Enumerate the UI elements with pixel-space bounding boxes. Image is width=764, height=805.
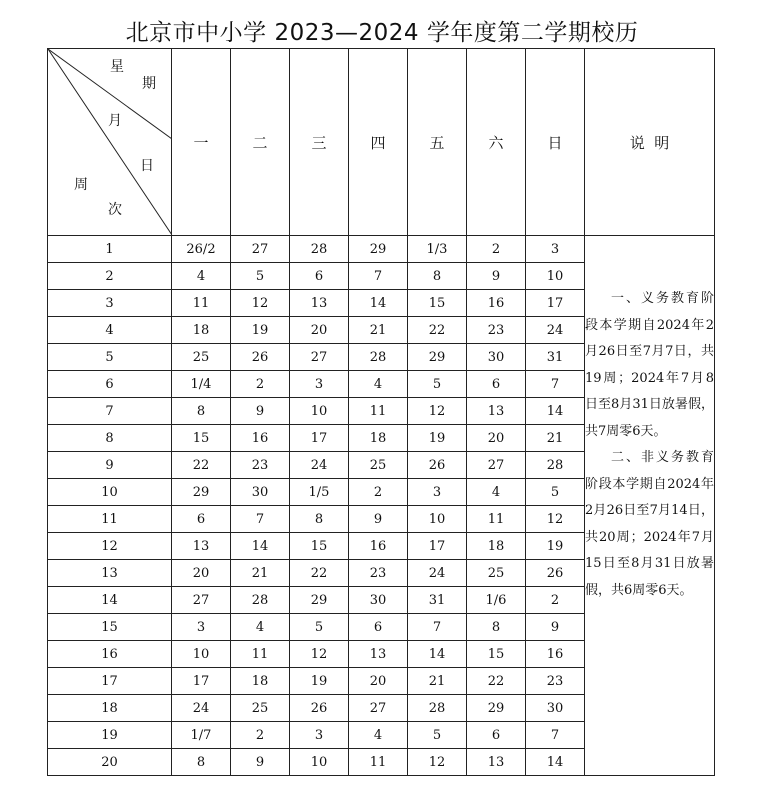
weekday-wed: 三 bbox=[290, 49, 349, 236]
date-cell: 6 bbox=[290, 263, 349, 290]
date-cell: 7 bbox=[408, 614, 467, 641]
week-number-cell: 16 bbox=[48, 641, 172, 668]
weekday-mon: 一 bbox=[172, 49, 231, 236]
date-cell: 27 bbox=[349, 695, 408, 722]
date-cell: 12 bbox=[408, 398, 467, 425]
week-number-cell: 8 bbox=[48, 425, 172, 452]
week-number-cell: 20 bbox=[48, 749, 172, 776]
date-cell: 22 bbox=[290, 560, 349, 587]
date-cell: 28 bbox=[349, 344, 408, 371]
date-cell: 3 bbox=[408, 479, 467, 506]
note-paragraph: 二、非义务教育阶段本学期自2024年2月26日至7月14日，共20周；2024年7月15日至8月31日放暑假，共6周零6天。 bbox=[585, 450, 714, 598]
date-cell: 4 bbox=[231, 614, 290, 641]
header-row bbox=[48, 49, 715, 236]
date-cell: 8 bbox=[172, 398, 231, 425]
date-cell: 18 bbox=[467, 533, 526, 560]
date-cell: 6 bbox=[349, 614, 408, 641]
date-cell: 1/7 bbox=[172, 722, 231, 749]
date-cell: 17 bbox=[172, 668, 231, 695]
weekday-thu: 四 bbox=[349, 49, 408, 236]
date-cell: 19 bbox=[526, 533, 585, 560]
date-cell: 10 bbox=[290, 398, 349, 425]
date-cell: 4 bbox=[349, 722, 408, 749]
date-cell: 16 bbox=[467, 290, 526, 317]
week-number-cell: 5 bbox=[48, 344, 172, 371]
date-cell: 28 bbox=[526, 452, 585, 479]
date-cell: 3 bbox=[172, 614, 231, 641]
date-cell: 8 bbox=[467, 614, 526, 641]
date-cell: 29 bbox=[349, 236, 408, 263]
date-cell: 25 bbox=[231, 695, 290, 722]
date-cell: 9 bbox=[231, 749, 290, 776]
date-cell: 10 bbox=[172, 641, 231, 668]
date-cell: 30 bbox=[231, 479, 290, 506]
corner-label-xing: 星 bbox=[110, 59, 124, 75]
date-cell: 11 bbox=[231, 641, 290, 668]
weekday-tue: 二 bbox=[231, 49, 290, 236]
date-cell: 6 bbox=[467, 371, 526, 398]
date-cell: 6 bbox=[467, 722, 526, 749]
date-cell: 11 bbox=[172, 290, 231, 317]
date-cell: 25 bbox=[467, 560, 526, 587]
date-cell: 23 bbox=[231, 452, 290, 479]
date-cell: 4 bbox=[349, 371, 408, 398]
date-cell: 19 bbox=[408, 425, 467, 452]
week-number-cell: 6 bbox=[48, 371, 172, 398]
corner-label-qi: 期 bbox=[142, 76, 156, 92]
date-cell: 17 bbox=[408, 533, 467, 560]
date-cell: 2 bbox=[231, 722, 290, 749]
date-cell: 26 bbox=[526, 560, 585, 587]
date-cell: 29 bbox=[290, 587, 349, 614]
week-number-cell: 1 bbox=[48, 236, 172, 263]
date-cell: 13 bbox=[290, 290, 349, 317]
date-cell: 28 bbox=[231, 587, 290, 614]
date-cell: 18 bbox=[172, 317, 231, 344]
date-cell: 19 bbox=[231, 317, 290, 344]
corner-label-yue: 月 bbox=[108, 113, 122, 129]
date-cell: 26 bbox=[290, 695, 349, 722]
date-cell: 22 bbox=[172, 452, 231, 479]
date-cell: 21 bbox=[349, 317, 408, 344]
date-cell: 3 bbox=[290, 722, 349, 749]
date-cell: 5 bbox=[408, 371, 467, 398]
date-cell: 24 bbox=[172, 695, 231, 722]
date-cell: 9 bbox=[231, 398, 290, 425]
date-cell: 5 bbox=[408, 722, 467, 749]
date-cell: 17 bbox=[526, 290, 585, 317]
date-cell: 27 bbox=[467, 452, 526, 479]
date-cell: 2 bbox=[349, 479, 408, 506]
week-number-cell: 3 bbox=[48, 290, 172, 317]
date-cell: 7 bbox=[349, 263, 408, 290]
date-cell: 24 bbox=[408, 560, 467, 587]
date-cell: 25 bbox=[172, 344, 231, 371]
date-cell: 7 bbox=[231, 506, 290, 533]
date-cell: 8 bbox=[172, 749, 231, 776]
calendar-table bbox=[47, 48, 715, 776]
week-number-cell: 7 bbox=[48, 398, 172, 425]
week-number-cell: 10 bbox=[48, 479, 172, 506]
date-cell: 8 bbox=[408, 263, 467, 290]
date-cell: 23 bbox=[467, 317, 526, 344]
corner-label-ci: 次 bbox=[108, 202, 122, 218]
date-cell: 21 bbox=[526, 425, 585, 452]
date-cell: 29 bbox=[172, 479, 231, 506]
date-cell: 30 bbox=[467, 344, 526, 371]
date-cell: 7 bbox=[526, 371, 585, 398]
date-cell: 8 bbox=[290, 506, 349, 533]
date-cell: 2 bbox=[231, 371, 290, 398]
date-cell: 4 bbox=[172, 263, 231, 290]
week-number-cell: 13 bbox=[48, 560, 172, 587]
date-cell: 4 bbox=[467, 479, 526, 506]
week-number-cell: 15 bbox=[48, 614, 172, 641]
date-cell: 9 bbox=[467, 263, 526, 290]
date-cell: 10 bbox=[526, 263, 585, 290]
date-cell: 30 bbox=[349, 587, 408, 614]
corner-label-ri: 日 bbox=[140, 158, 154, 174]
date-cell: 23 bbox=[349, 560, 408, 587]
date-cell: 5 bbox=[231, 263, 290, 290]
weekday-sun: 日 bbox=[526, 49, 585, 236]
date-cell: 21 bbox=[231, 560, 290, 587]
date-cell: 31 bbox=[408, 587, 467, 614]
week-number-cell: 9 bbox=[48, 452, 172, 479]
week-number-cell: 12 bbox=[48, 533, 172, 560]
page-title: 北京市中小学 2023—2024 学年度第二学期校历 bbox=[125, 20, 639, 46]
week-number-cell: 4 bbox=[48, 317, 172, 344]
date-cell: 17 bbox=[290, 425, 349, 452]
date-cell: 16 bbox=[349, 533, 408, 560]
date-cell: 5 bbox=[290, 614, 349, 641]
date-cell: 5 bbox=[526, 479, 585, 506]
date-cell: 20 bbox=[467, 425, 526, 452]
date-cell: 3 bbox=[526, 236, 585, 263]
week-number-cell: 2 bbox=[48, 263, 172, 290]
date-cell: 1/5 bbox=[290, 479, 349, 506]
date-cell: 13 bbox=[467, 398, 526, 425]
date-cell: 6 bbox=[172, 506, 231, 533]
week-number-cell: 18 bbox=[48, 695, 172, 722]
notes-cell bbox=[585, 236, 715, 776]
corner-label-zhou: 周 bbox=[74, 177, 88, 193]
date-cell: 19 bbox=[290, 668, 349, 695]
weekday-sat: 六 bbox=[467, 49, 526, 236]
date-cell: 13 bbox=[349, 641, 408, 668]
date-cell: 14 bbox=[526, 749, 585, 776]
date-cell: 1/6 bbox=[467, 587, 526, 614]
date-cell: 28 bbox=[408, 695, 467, 722]
week-number-cell: 17 bbox=[48, 668, 172, 695]
date-cell: 22 bbox=[467, 668, 526, 695]
note-paragraph: 一、义务教育阶段本学期自2024年2月26日至7月7日，共19周；2024年7月8日至8月31日放暑假，共7周零6天。 bbox=[585, 291, 714, 439]
week-number-cell: 19 bbox=[48, 722, 172, 749]
date-cell: 15 bbox=[290, 533, 349, 560]
date-cell: 20 bbox=[349, 668, 408, 695]
week-row bbox=[48, 236, 715, 263]
date-cell: 27 bbox=[290, 344, 349, 371]
date-cell: 28 bbox=[290, 236, 349, 263]
date-cell: 10 bbox=[408, 506, 467, 533]
date-cell: 11 bbox=[349, 398, 408, 425]
date-cell: 31 bbox=[526, 344, 585, 371]
date-cell: 12 bbox=[526, 506, 585, 533]
date-cell: 26/2 bbox=[172, 236, 231, 263]
date-cell: 24 bbox=[526, 317, 585, 344]
date-cell: 2 bbox=[467, 236, 526, 263]
date-cell: 11 bbox=[349, 749, 408, 776]
date-cell: 11 bbox=[467, 506, 526, 533]
date-cell: 27 bbox=[172, 587, 231, 614]
date-cell: 2 bbox=[526, 587, 585, 614]
date-cell: 18 bbox=[231, 668, 290, 695]
date-cell: 20 bbox=[172, 560, 231, 587]
date-cell: 24 bbox=[290, 452, 349, 479]
date-cell: 14 bbox=[408, 641, 467, 668]
notes-header: 说 明 bbox=[585, 49, 715, 236]
date-cell: 25 bbox=[349, 452, 408, 479]
date-cell: 3 bbox=[290, 371, 349, 398]
date-cell: 18 bbox=[349, 425, 408, 452]
date-cell: 20 bbox=[290, 317, 349, 344]
date-cell: 13 bbox=[172, 533, 231, 560]
date-cell: 12 bbox=[408, 749, 467, 776]
week-number-cell: 11 bbox=[48, 506, 172, 533]
date-cell: 27 bbox=[231, 236, 290, 263]
date-cell: 26 bbox=[408, 452, 467, 479]
date-cell: 30 bbox=[526, 695, 585, 722]
date-cell: 15 bbox=[172, 425, 231, 452]
date-cell: 14 bbox=[231, 533, 290, 560]
date-cell: 15 bbox=[408, 290, 467, 317]
date-cell: 12 bbox=[231, 290, 290, 317]
date-cell: 1/4 bbox=[172, 371, 231, 398]
date-cell: 29 bbox=[408, 344, 467, 371]
date-cell: 16 bbox=[231, 425, 290, 452]
date-cell: 23 bbox=[526, 668, 585, 695]
date-cell: 22 bbox=[408, 317, 467, 344]
date-cell: 21 bbox=[408, 668, 467, 695]
date-cell: 14 bbox=[526, 398, 585, 425]
date-cell: 12 bbox=[290, 641, 349, 668]
date-cell: 10 bbox=[290, 749, 349, 776]
date-cell: 16 bbox=[526, 641, 585, 668]
date-cell: 26 bbox=[231, 344, 290, 371]
date-cell: 29 bbox=[467, 695, 526, 722]
date-cell: 9 bbox=[349, 506, 408, 533]
date-cell: 7 bbox=[526, 722, 585, 749]
date-cell: 14 bbox=[349, 290, 408, 317]
date-cell: 13 bbox=[467, 749, 526, 776]
date-cell: 9 bbox=[526, 614, 585, 641]
diagonal-header-cell bbox=[48, 49, 172, 236]
date-cell: 1/3 bbox=[408, 236, 467, 263]
weekday-fri: 五 bbox=[408, 49, 467, 236]
week-number-cell: 14 bbox=[48, 587, 172, 614]
date-cell: 15 bbox=[467, 641, 526, 668]
